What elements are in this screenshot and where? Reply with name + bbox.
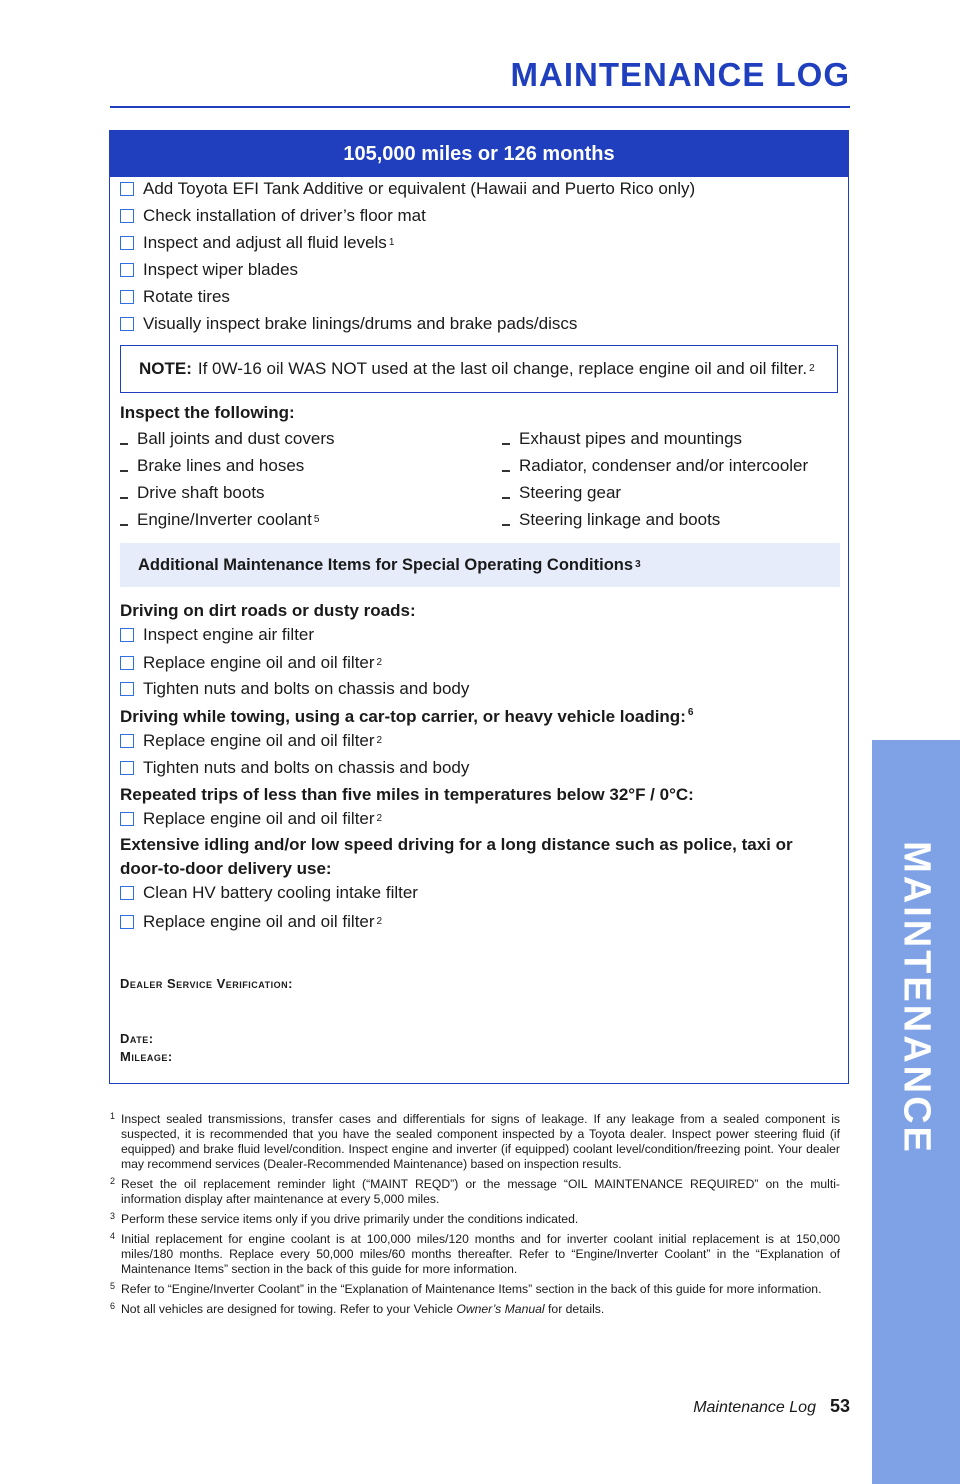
condition-heading: Extensive idling and/or low speed driving for a long distance such as police, taxi or xyxy=(120,835,793,854)
dash-bullet-icon xyxy=(502,470,510,472)
page-number: 53 xyxy=(829,1396,850,1416)
footnote xyxy=(110,1282,840,1297)
checklist-item[interactable]: Replace engine oil and oil filter 2 xyxy=(120,912,382,932)
checklist-item[interactable] xyxy=(120,287,230,307)
footnote-number: 5 xyxy=(110,1281,116,1291)
footnote-text: Perform these service items only if you drive primarily under the conditions indicated. xyxy=(121,1212,579,1226)
footnote-number: 1 xyxy=(110,1111,116,1121)
inspect-item-label: Brake lines and hoses xyxy=(137,456,305,475)
inspect-item-label: Radiator, condenser and/or intercooler xyxy=(519,456,809,475)
inspect-item xyxy=(502,483,621,503)
checklist-item-label: Replace engine oil and oil filter xyxy=(143,731,375,750)
footnote xyxy=(110,1232,840,1277)
inspect-item xyxy=(502,510,720,530)
maintenance-log-box xyxy=(109,130,849,1084)
checklist-item-label: Replace engine oil and oil filter xyxy=(143,912,375,931)
checklist-item[interactable] xyxy=(120,179,695,199)
checklist-item-label: Check installation of driver’s floor mat xyxy=(143,206,426,225)
section-side-tab-label: MAINTENANCE xyxy=(895,841,938,1155)
inspect-item xyxy=(120,429,335,449)
checkbox-icon[interactable] xyxy=(120,263,134,277)
footnote-number: 3 xyxy=(110,1211,116,1221)
owners-manual-title: Owner’s Manual xyxy=(456,1302,545,1316)
checklist-item-label: Inspect and adjust all fluid levels xyxy=(143,233,387,252)
section-side-tab xyxy=(872,740,960,1484)
page-title: MAINTENANCE LOG xyxy=(510,56,850,93)
dash-bullet-icon xyxy=(120,497,128,499)
footnote-number: 4 xyxy=(110,1231,116,1241)
footnote-text: Reset the oil replacement reminder light (“MAINT REQD”) or the message “OIL MAINTENANCE REQUIRED” on the multi-information display after maintenance at every 5,000 miles. xyxy=(121,1177,840,1206)
inspect-item-label: Steering linkage and boots xyxy=(519,510,721,529)
footnote-ref: 6 xyxy=(687,707,694,719)
checklist-item-label: Add Toyota EFI Tank Additive or equivalent (Hawaii and Puerto Rico only) xyxy=(143,179,696,198)
checklist-item-label: Tighten nuts and bolts on chassis and body xyxy=(143,758,470,777)
footnote xyxy=(110,1212,840,1227)
dash-bullet-icon xyxy=(120,470,128,472)
checklist-item-label: Replace engine oil and oil filter xyxy=(143,653,375,672)
checkbox-icon[interactable] xyxy=(120,209,134,223)
note-text: If 0W-16 oil WAS NOT used at the last oil change, replace engine oil and oil filter. xyxy=(197,359,808,378)
footnote-number: 6 xyxy=(110,1301,116,1311)
checkbox-icon[interactable] xyxy=(120,761,134,775)
checklist-item-label: Clean HV battery cooling intake filter xyxy=(143,883,418,902)
checkbox-icon[interactable] xyxy=(120,682,134,696)
note-box: NOTE: If 0W-16 oil WAS NOT used at the last oil change, replace engine oil and oil filter. 2 xyxy=(120,345,838,393)
inspect-item-label: Engine/Inverter coolant xyxy=(137,510,312,529)
inspect-item: Engine/Inverter coolant 5 xyxy=(120,510,319,530)
checkbox-icon[interactable] xyxy=(120,886,134,900)
footnote-text: Inspect sealed transmissions, transfer cases and differentials for signs of leakage. If any leakage from a sealed component is suspected, it is recommended that you have the sealed component inspected by a Toyota dealer. Inspect power steering fluid (if equipped) and brake fluid level/condition. Inspect engine and inverter (if equipped) coolant level/condition/freezing point. Your dealer may recommend services (Dealer-Recommended Maintenance) based on inspection results. xyxy=(121,1112,840,1171)
inspect-item-label: Exhaust pipes and mountings xyxy=(519,429,743,448)
checklist-item[interactable] xyxy=(120,314,577,334)
checklist-item[interactable]: Replace engine oil and oil filter 2 xyxy=(120,809,382,829)
inspect-item xyxy=(120,483,265,503)
note-label: NOTE: xyxy=(139,359,192,378)
checklist-item[interactable]: Replace engine oil and oil filter 2 xyxy=(120,653,382,673)
checklist-item[interactable] xyxy=(120,758,469,778)
condition-heading xyxy=(120,707,693,727)
footnotes xyxy=(110,1112,840,1322)
checklist-item[interactable]: Replace engine oil and oil filter 2 xyxy=(120,731,382,751)
checkbox-icon[interactable] xyxy=(120,290,134,304)
checklist-item-label: Rotate tires xyxy=(143,287,230,306)
title-divider xyxy=(110,106,850,108)
inspect-heading: Inspect the following: xyxy=(120,403,295,422)
checkbox-icon[interactable] xyxy=(120,182,134,196)
checklist-item-label: Inspect engine air filter xyxy=(143,625,315,644)
footnote-text xyxy=(121,1302,604,1317)
checkbox-icon[interactable] xyxy=(120,734,134,748)
checklist-item[interactable] xyxy=(120,679,469,699)
inspect-item xyxy=(120,456,304,476)
footnote-number: 2 xyxy=(110,1176,116,1186)
checklist-item[interactable] xyxy=(120,625,314,645)
footnote-text: Refer to “Engine/Inverter Coolant” in the “Explanation of Maintenance Items” section in the back of this guide for more information. xyxy=(121,1282,822,1296)
checklist-item[interactable] xyxy=(120,206,426,226)
checkbox-icon[interactable] xyxy=(120,915,134,929)
footer-section-label: Maintenance Log xyxy=(693,1399,816,1416)
footnote xyxy=(110,1112,840,1172)
interval-header: 105,000 miles or 126 months xyxy=(110,131,848,177)
inspect-item xyxy=(502,429,742,449)
checklist-item-label: Inspect wiper blades xyxy=(143,260,298,279)
checkbox-icon[interactable] xyxy=(120,656,134,670)
checkbox-icon[interactable] xyxy=(120,812,134,826)
condition-heading: Driving on dirt roads or dusty roads: xyxy=(120,601,416,620)
checklist-item[interactable] xyxy=(120,883,418,903)
inspect-item xyxy=(502,456,808,476)
special-conditions-title: Additional Maintenance Items for Special Operating Conditions xyxy=(138,555,634,574)
dash-bullet-icon xyxy=(120,443,128,445)
footnote-text-part: Not all vehicles are designed for towing. Refer to your Vehicle xyxy=(121,1302,457,1316)
checklist-item-label: Tighten nuts and bolts on chassis and body xyxy=(143,679,470,698)
inspect-item-label: Steering gear xyxy=(519,483,622,502)
checkbox-icon[interactable] xyxy=(120,628,134,642)
checklist-item[interactable]: Inspect and adjust all fluid levels 1 xyxy=(120,233,394,253)
footnote xyxy=(110,1302,840,1317)
footnote-text: Initial replacement for engine coolant is at 100,000 miles/120 months and for inverter coolant initial replacement is at 150,000 miles/180 months. Replace every 50,000 miles/60 months thereafter. Refer to “Engine/Inverter Coolant” in the “Explanation of Maintenance Items” section in the back of this guide for more information. xyxy=(121,1232,840,1276)
checklist-item-label: Visually inspect brake linings/drums and brake pads/discs xyxy=(143,314,578,333)
checkbox-icon[interactable] xyxy=(120,236,134,250)
dash-bullet-icon xyxy=(502,497,510,499)
condition-heading: door-to-door delivery use: xyxy=(120,859,332,878)
mileage-label: Mileage: xyxy=(120,1049,173,1064)
inspect-item-label: Drive shaft boots xyxy=(137,483,265,502)
checklist-item[interactable] xyxy=(120,260,298,280)
checkbox-icon[interactable] xyxy=(120,317,134,331)
dash-bullet-icon xyxy=(502,443,510,445)
dash-bullet-icon xyxy=(120,524,128,526)
dash-bullet-icon xyxy=(502,524,510,526)
page-footer xyxy=(693,1396,850,1417)
date-label: Date: xyxy=(120,1031,154,1046)
inspect-item-label: Ball joints and dust covers xyxy=(137,429,335,448)
checklist-item-label: Replace engine oil and oil filter xyxy=(143,809,375,828)
footnote-text-part: for details. xyxy=(544,1302,605,1316)
condition-heading-text: Driving while towing, using a car-top carrier, or heavy vehicle loading: xyxy=(120,707,686,726)
special-conditions-banner: Additional Maintenance Items for Special Operating Conditions 3 xyxy=(120,543,840,587)
footnote xyxy=(110,1177,840,1207)
dealer-verification-label: Dealer Service Verification: xyxy=(120,976,293,991)
condition-heading: Repeated trips of less than five miles in temperatures below 32°F / 0°C: xyxy=(120,785,694,804)
